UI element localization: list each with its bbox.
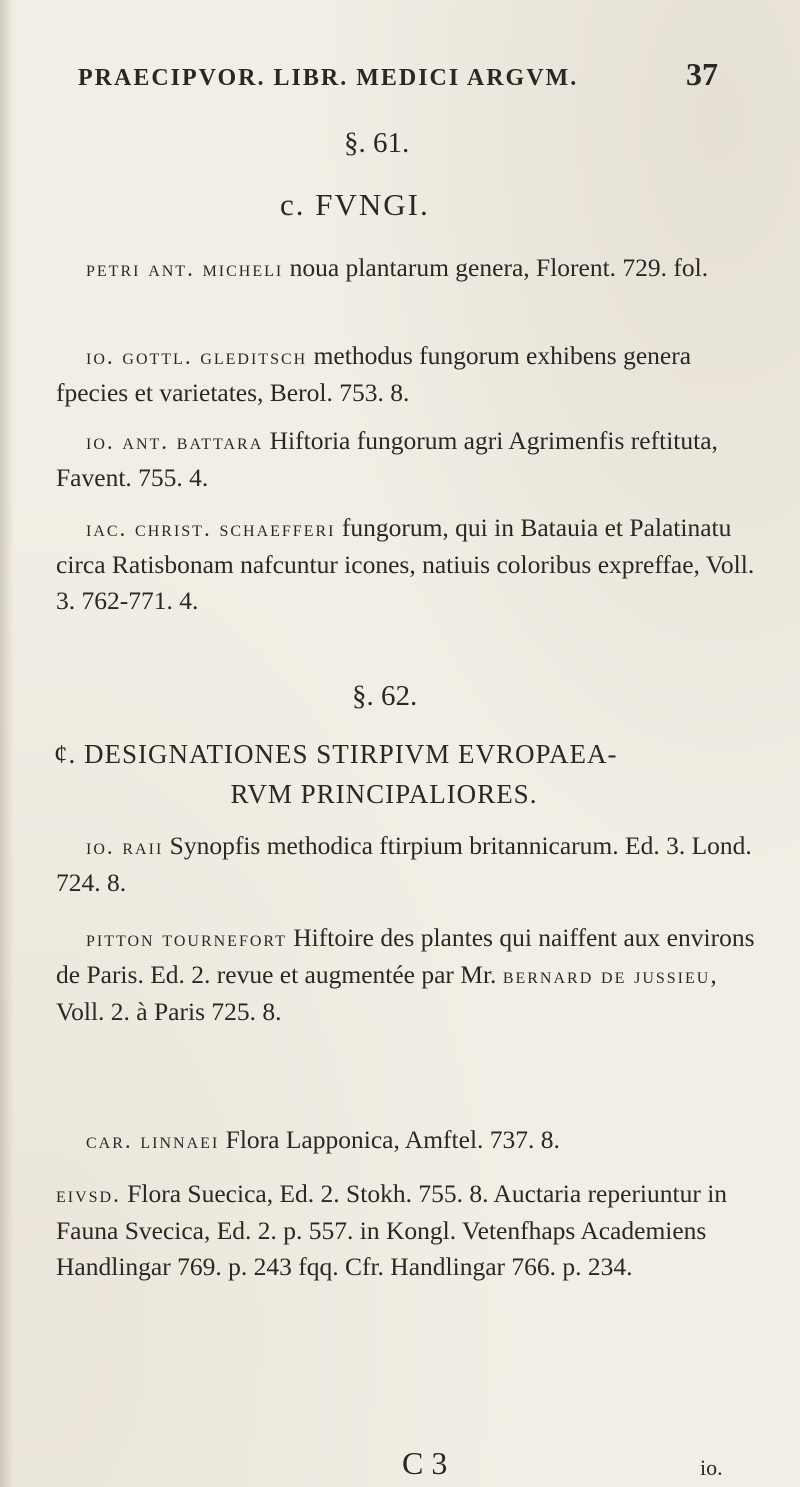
section-mark-62: §. 62. <box>352 680 418 712</box>
entry-author: car. linnaei <box>86 1128 220 1153</box>
entry-text: noua plantarum genera, Florent. 729. fol. <box>283 253 709 282</box>
entry-text: methodus fungorum exhibens genera fpecies et varietates, Berol. 753. 8. <box>56 341 692 407</box>
entry-text: fungorum, qui in Batauia et Palatinatu circa Ratisbonam nafcuntur icones, natiuis coloribus expreffae, Voll. 3. 762-771. 4. <box>56 513 755 615</box>
section-title-stirpium <box>54 734 754 814</box>
entry-raii <box>56 828 762 901</box>
entry-author: petri ant. micheli <box>86 256 284 281</box>
signature-mark: C 3 <box>402 1445 448 1481</box>
entry-text: Synopfis methodica ftirpium britannicarum. Ed. 3. Lond. 724. 8. <box>56 831 752 897</box>
running-title: PRAECIPVOR. LIBR. MEDICI ARGVM. <box>78 65 579 91</box>
entry-author: eivsd. <box>56 1182 121 1207</box>
entry-micheli <box>56 250 762 287</box>
entry-text: Hiftoire des plantes qui naiffent aux environs de Paris. Ed. 2. revue et augmentée par Mr. <box>56 923 755 989</box>
entry-author: pitton tournefort <box>86 926 287 951</box>
entry-tournefort <box>56 920 762 1030</box>
entry-author: io. raii <box>86 834 164 859</box>
entry-author: iac. christ. schaefferi <box>86 516 336 541</box>
entry-text: Flora Lapponica, Amftel. 737. 8. <box>219 1125 560 1154</box>
catchword: io. <box>700 1455 723 1480</box>
section-mark-61: §. 61. <box>344 127 410 159</box>
entry-schaeffer <box>56 510 762 619</box>
entry-battara <box>56 423 762 496</box>
entry-gleditsch <box>56 338 762 411</box>
section-subtitle-fungi: c. FVNGI. <box>280 187 430 222</box>
entry-text: Flora Suecica, Ed. 2. Stokh. 755. 8. Auctaria reperiuntur in Fauna Svecica, Ed. 2. p. 557. in Kongl. Vetenfhaps Academiens Handlingar 769. p. 243 fqq. Cfr. Handlingar 766. p. 234. <box>56 1179 728 1281</box>
entry-text-2: , Voll. 2. à Paris 725. 8. <box>56 960 717 1026</box>
entry-eivsd <box>56 1176 762 1285</box>
section-title-line-1: ¢. DESIGNATIONES STIRPIVM EVROPAEA- <box>54 739 618 769</box>
entry-linnaei <box>56 1122 762 1159</box>
entry-author: io. ant. battara <box>86 429 264 454</box>
section-title-line-2: RVM PRINCIPALIORES. <box>230 779 538 809</box>
page-binding-shadow <box>0 0 14 1487</box>
running-head <box>78 56 718 93</box>
entry-author-2: bernard de jussieu <box>502 963 711 988</box>
page-number: 37 <box>686 56 718 92</box>
entry-author: io. gottl. gleditsch <box>86 344 308 369</box>
entry-text: Hiftoria fungorum agri Agrimenfis reftituta, Favent. 755. 4. <box>56 426 718 492</box>
